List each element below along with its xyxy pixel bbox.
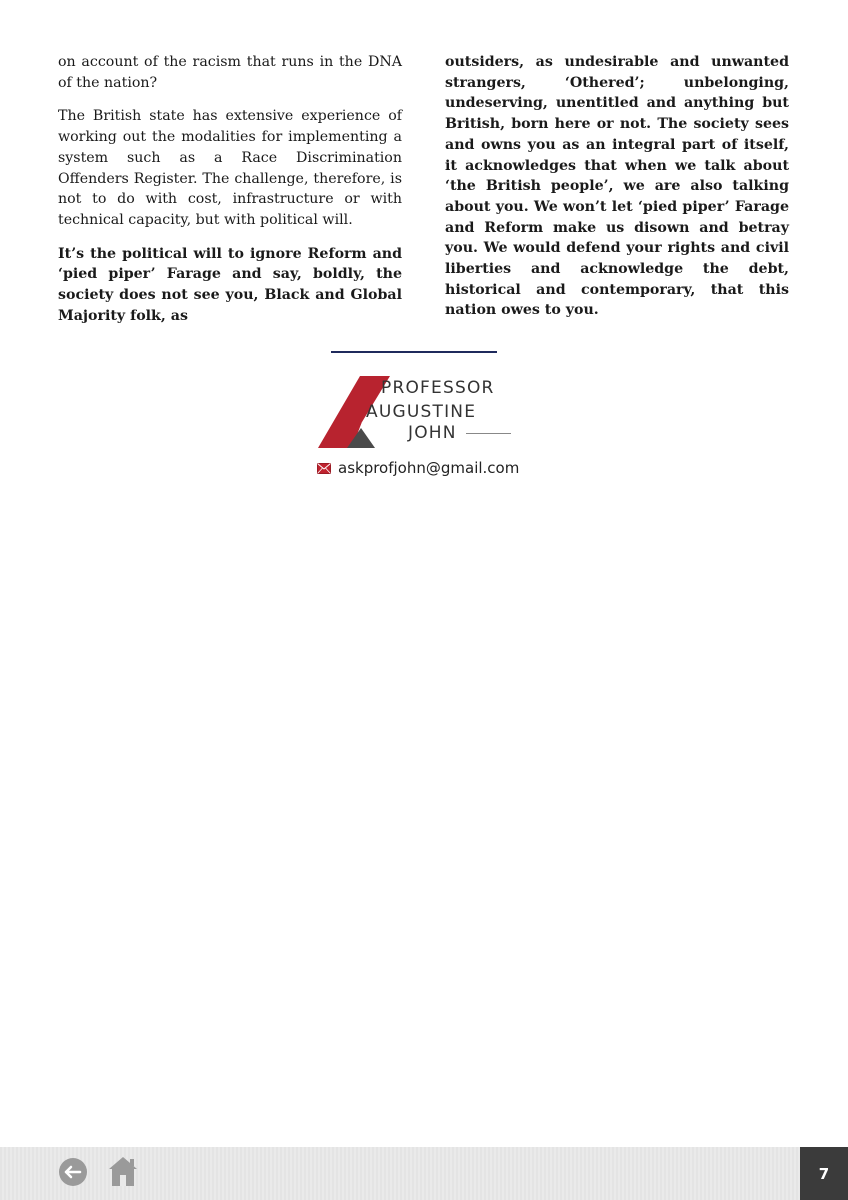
arrow-left-icon[interactable] (58, 1157, 88, 1187)
logo-underline (466, 433, 511, 434)
divider-rule (331, 351, 497, 353)
email-link[interactable]: askprofjohn@gmail.com (338, 459, 520, 477)
left-column (58, 52, 402, 339)
envelope-icon (317, 463, 331, 474)
paragraph: on account of the racism that runs in the DNA of the nation? (58, 54, 402, 91)
home-icon[interactable] (108, 1155, 138, 1187)
logo-text-augustine: AUGUSTINE (366, 402, 477, 422)
logo-text-professor: PROFESSOR (381, 378, 495, 398)
paragraph-bold: It’s the political will to ignore Reform and ‘pied piper’ Farage and say, boldly, the society does not see you, Black and Global Majority folk, as (58, 245, 402, 324)
right-column (445, 52, 789, 334)
email-contact[interactable] (317, 459, 519, 477)
paragraph: The British state has extensive experience of working out the modalities for implementing a system such as a Race Discrimination Offenders Register. The challenge, therefore, is not to do with cost, infrastructure or with technical capacity, but with political will. (58, 108, 402, 228)
logo-text-john: JOHN (408, 423, 457, 443)
page-number: 7 (800, 1147, 848, 1200)
paragraph-bold: outsiders, as undesirable and unwanted strangers, ‘Othered’; unbelonging, undeserving, unentitled and anything but British, born here or not. The society sees and owns you as an integral part of itself, it acknowledges that when we talk about ‘the British people’, we are also talking about you. We won’t let ‘pied piper’ Farage and Reform make us disown and betray you. We would defend your rights and civil liberties and acknowledge the debt, historical and contemporary, that this nation owes to you. (445, 54, 789, 319)
